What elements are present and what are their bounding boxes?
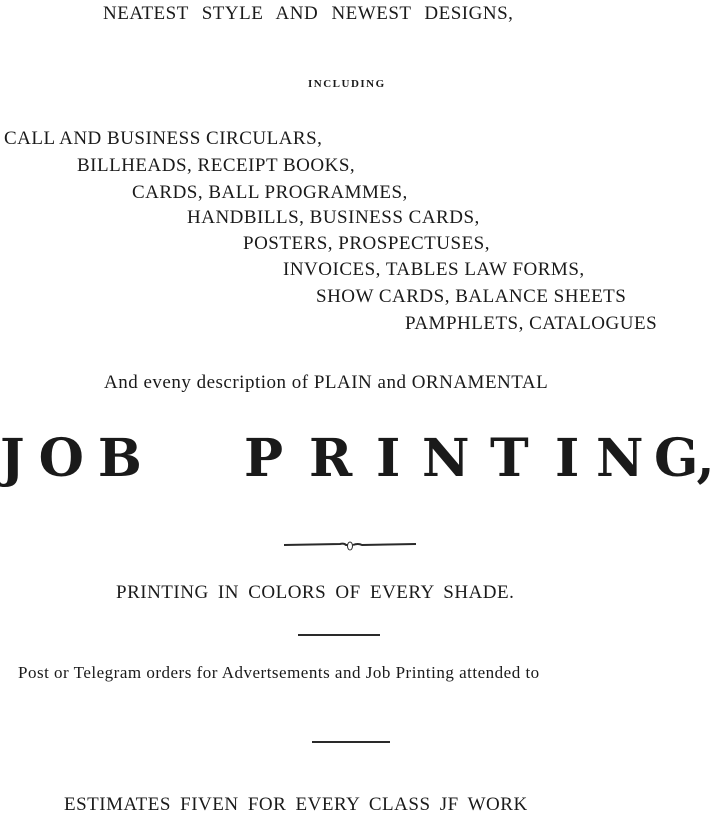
estimates-line: ESTIMATES FIVEN FOR EVERY CLASS JF WORK: [64, 794, 528, 815]
divider-rule: [312, 741, 390, 743]
orders-line: Post or Telegram orders for Advertsements and Job Printing attended to: [18, 663, 540, 682]
divider-rule: [298, 634, 380, 636]
headline-letter: N: [596, 428, 644, 489]
list-item: SHOW CARDS, BALANCE SHEETS: [316, 286, 627, 307]
list-item: POSTERS, PROSPECTUSES,: [243, 233, 490, 254]
headline-letter: I: [376, 428, 401, 489]
list-item: PAMPHLETS, CATALOGUES: [405, 313, 658, 334]
headline-letter: I: [555, 428, 580, 489]
header-line: NEATEST STYLE AND NEWEST DESIGNS,: [103, 3, 514, 24]
including-label: INCLUDING: [308, 78, 386, 90]
ornament-divider-icon: [282, 534, 418, 556]
headline-letter: T: [490, 428, 529, 489]
job-printing-headline: [0, 428, 715, 489]
headline-letter: G,: [654, 428, 715, 489]
description-line: And eveny description of PLAIN and ORNAMENTAL: [104, 372, 549, 393]
headline-word: JOB: [0, 428, 156, 489]
list-item: CARDS, BALL PROGRAMMES,: [132, 182, 408, 203]
list-item: INVOICES, TABLES LAW FORMS,: [283, 259, 585, 280]
colors-line: PRINTING IN COLORS OF EVERY SHADE.: [116, 582, 515, 603]
headline-letter: R: [309, 428, 353, 489]
headline-letter: P: [244, 428, 284, 489]
list-item: HANDBILLS, BUSINESS CARDS,: [187, 207, 480, 228]
list-item: CALL AND BUSINESS CIRCULARS,: [4, 128, 323, 149]
headline-letter: N: [422, 428, 470, 489]
list-item: BILLHEADS, RECEIPT BOOKS,: [77, 155, 356, 176]
